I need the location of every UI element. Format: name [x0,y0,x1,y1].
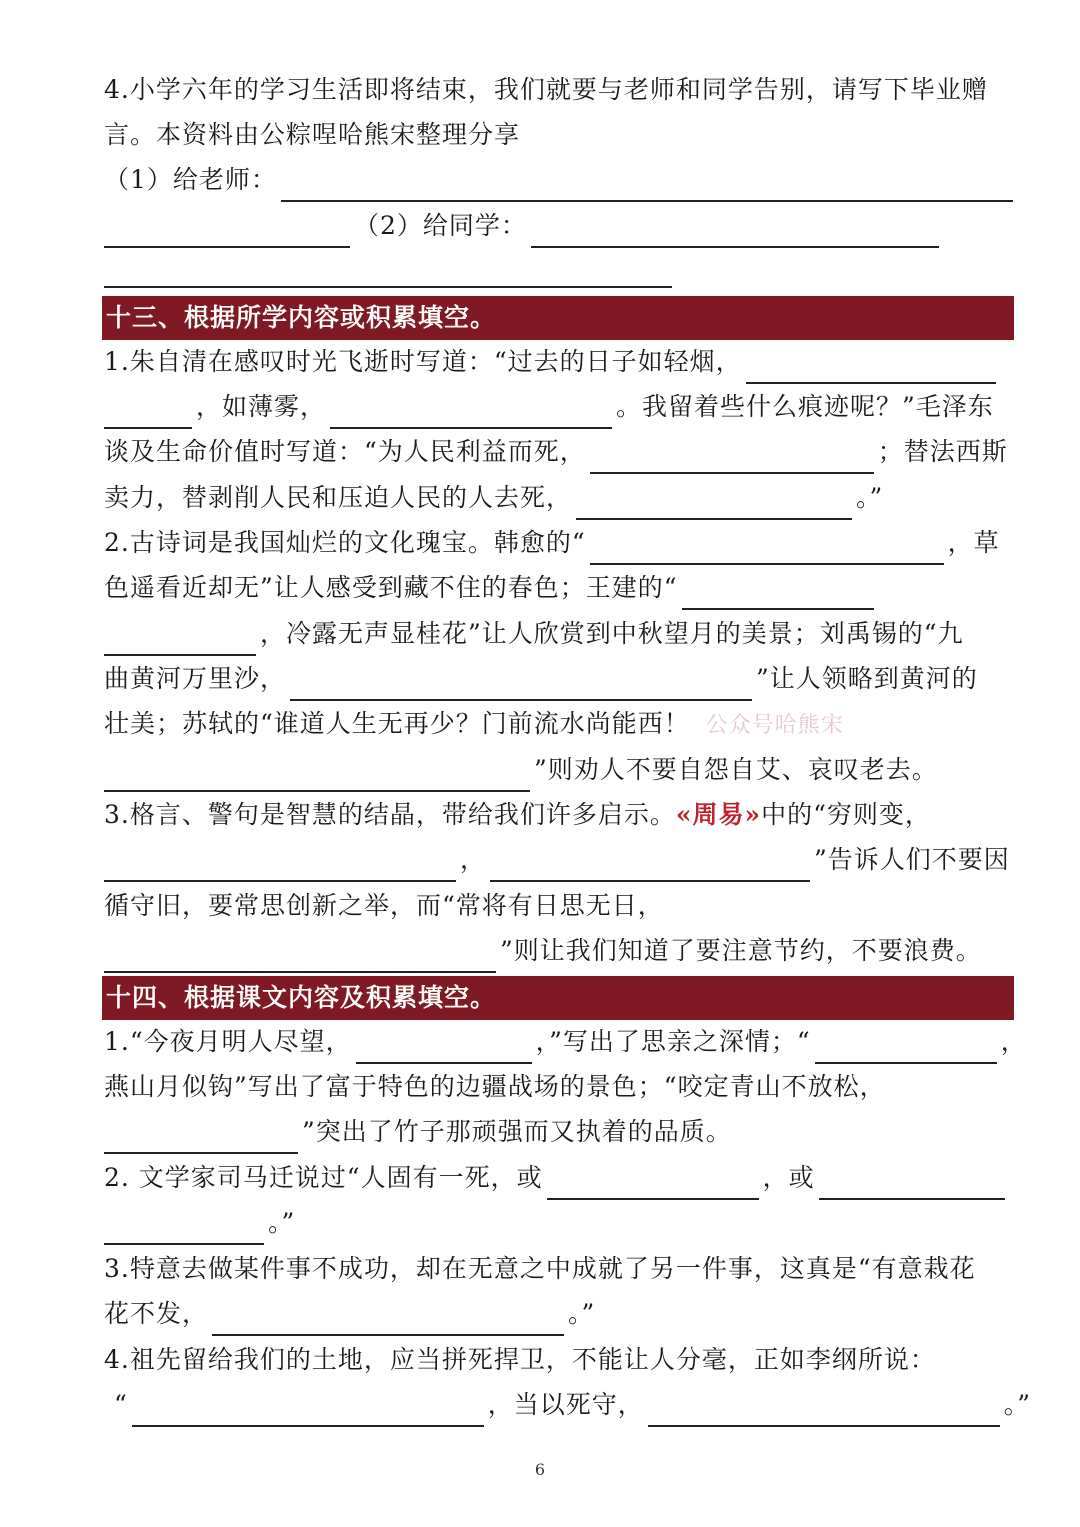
s14-q4 [104,1383,1032,1427]
page-number: 6 [534,1460,546,1479]
text: 3.特意去做某件事不成功，却在无意之中成就了另一件事，这真是“有意栽花 [104,1254,976,1283]
answer-line-teacher [104,158,1014,202]
teacher-label: （1）给老师： [104,165,277,194]
s13-q2 [104,657,1014,701]
s14-q2 [104,1201,1014,1245]
s14-q3 [104,1292,1014,1336]
s13-q3 [104,838,1014,882]
text: ，草 [947,528,1000,557]
text: 曲黄河万里沙， [104,664,287,693]
text: 。” [268,1208,296,1237]
text: 中的“穷则变， [761,800,931,829]
s13-q2 [104,748,1014,792]
blank[interactable] [132,1391,484,1427]
s14-q4 [104,1338,1014,1382]
blank[interactable] [590,438,874,474]
s13-q1 [104,340,1014,384]
blank[interactable] [104,1209,264,1245]
section-13-header: 十三、根据所学内容或积累填空。 [102,296,1014,340]
blank-classmate[interactable] [531,212,939,248]
s14-q3 [104,1247,1014,1291]
text: 壮美；苏轼的“谁道人生无再少？门前流水尚能西！ [104,709,690,738]
blank[interactable] [356,1028,532,1064]
blank[interactable] [590,529,944,565]
text: 2.古诗词是我国灿烂的文化瑰宝。韩愈的“ [104,528,586,557]
blank[interactable] [330,393,612,429]
blank[interactable] [576,484,852,520]
blank[interactable] [104,1118,298,1154]
blank[interactable] [212,1300,564,1336]
s14-q1 [104,1065,1014,1109]
text: 。我留着些什么痕迹呢？”毛泽东 [616,392,994,421]
s14-q1 [104,1020,1027,1064]
s13-q3 [104,929,1014,973]
text: ，当以死守， [487,1390,644,1419]
question-text [104,68,1014,112]
blank[interactable] [290,665,752,701]
text: 1.朱自清在感叹时光飞逝时写道：“过去的日子如轻烟， [104,347,742,376]
text: ”让人领略到黄河的 [756,664,978,693]
text: ”则让我们知道了要注意节约，不要浪费。 [500,936,982,965]
s13-q2 [104,612,1014,656]
text: 1.“今夜月明人尽望， [104,1027,352,1056]
section-14-header: 十四、根据课文内容及积累填空。 [102,976,1014,1020]
text: 。” [1003,1390,1032,1419]
s13-q3 [104,884,1014,928]
blank-teacher[interactable] [281,166,1013,202]
s14-q1 [104,1110,1014,1154]
s13-q1 [104,430,1014,474]
s13-q1 [104,385,1014,429]
text: ，冷露无声显桂花”让人欣赏到中秋望月的美景；刘禹锡的“九 [260,619,964,648]
s13-q3 [104,793,1014,837]
text: “ [114,1390,128,1419]
s13-q2 [104,521,1014,565]
text: 谈及生命价值时写道：“为人民利益而死， [104,437,586,466]
text: 4.祖先留给我们的土地，应当拼死捍卫，不能让人分毫，正如李纲所说： [104,1345,936,1374]
blank[interactable] [104,937,496,973]
blank-teacher-cont[interactable] [104,212,350,248]
blank-classmate-cont[interactable] [104,252,672,288]
blank[interactable] [682,574,874,610]
text: ， [1000,1027,1027,1056]
text: 循守旧，要常思创新之举，而“常将有日思无日， [104,891,664,920]
text: 花不发， [104,1299,209,1328]
text: 卖力，替剥削人民和压迫人民的人去死， [104,483,573,512]
watermark: 公众号哈熊宋 [705,713,844,738]
question-text [104,113,1014,157]
text: 色遥看近却无”让人感受到藏不住的春色；王建的“ [104,573,678,602]
text: 4.小学六年的学习生活即将结束，我们就要与老师和同学告别，请写下毕业赠 [104,75,988,104]
text: 2. 文学家司马迁说过“人固有一死，或 [104,1163,543,1192]
answer-line-classmate [104,204,1014,248]
blank[interactable] [648,1391,1000,1427]
text: 3.格言、警句是智慧的结晶，带给我们许多启示。 [104,800,676,829]
blank[interactable] [815,1028,997,1064]
s13-q2 [104,702,1014,746]
text: ， [460,845,487,874]
text: ”告诉人们不要因 [814,845,1010,874]
blank[interactable] [746,348,996,384]
text: ，如薄雾， [196,392,327,421]
blank[interactable] [104,756,530,792]
text: ”突出了竹子那顽强而又执着的品质。 [302,1117,732,1146]
text: ，或 [762,1163,815,1192]
text: 言。本资料由公粽㖏哈熊宋整理分享 [104,120,521,149]
blank[interactable] [104,393,192,429]
s14-q2 [104,1156,1014,1200]
answer-line-classmate-cont [104,244,1014,288]
blank[interactable] [547,1164,759,1200]
text: ”则劝人不要自怨自艾、哀叹老去。 [534,755,938,784]
blank[interactable] [490,846,810,882]
text: 。” [568,1299,596,1328]
text: ，”写出了思亲之深情；“ [535,1027,811,1056]
text: 。” [856,483,884,512]
classmate-label: （2）给同学： [354,211,527,240]
s13-q1 [104,476,1014,520]
blank[interactable] [104,620,256,656]
blank[interactable] [819,1164,1005,1200]
text: ；替法西斯 [877,437,1008,466]
s13-q2 [104,566,1014,610]
blank[interactable] [104,846,456,882]
text: 燕山月似钩”写出了富于特色的边疆战场的景色；“咬定青山不放松， [104,1072,886,1101]
book-title: «周易» [675,800,762,829]
